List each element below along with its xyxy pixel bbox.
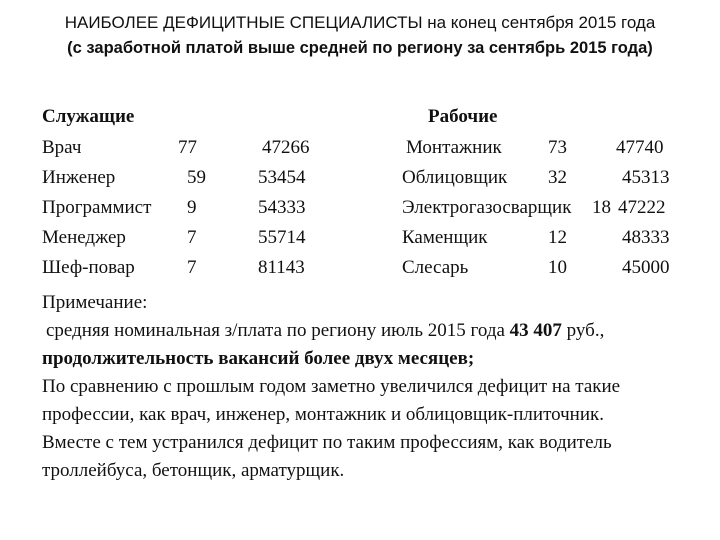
worker-salary: 47222 (618, 197, 666, 218)
employee-salary: 55714 (258, 227, 306, 248)
average-salary-suffix: руб., (561, 320, 605, 341)
worker-salary: 45000 (622, 257, 670, 278)
deficit-removed-paragraph: Вместе с тем устранился дефицит по таким профессиям, как водитель троллейбуса, бетонщик, арматурщик. (42, 432, 612, 481)
worker-count: 12 (548, 227, 567, 248)
employees-header: Служащие (42, 106, 135, 127)
employee-count: 7 (187, 257, 197, 278)
page-title: НАИБОЛЕЕ ДЕФИЦИТНЫЕ СПЕЦИАЛИСТЫ на конец сентября 2015 года (64, 13, 656, 32)
deficit-increase-paragraph: По сравнению с прошлым годом заметно увеличился дефицит на такие профессии, как врач, инженер, монтажник и облицовщик-плиточник. (42, 376, 621, 425)
worker-count: 73 (548, 137, 567, 158)
employee-name: Программист (42, 197, 152, 218)
notes-label: Примечание: (42, 292, 148, 313)
average-salary-value: 43 407 (509, 320, 562, 341)
worker-name: Монтажник (406, 137, 502, 158)
employee-count: 59 (187, 167, 206, 188)
page-subtitle: (с заработной платой выше средней по региону за сентябрь 2015 года) (67, 39, 653, 57)
employee-name: Врач (42, 137, 82, 158)
average-salary-prefix: средняя номинальная з/плата по региону июль 2015 года (46, 320, 510, 341)
employee-salary: 53454 (258, 167, 306, 188)
employee-salary: 81143 (258, 257, 305, 278)
vacancy-duration-note (42, 345, 702, 373)
worker-count: 18 (592, 197, 611, 218)
employee-count: 77 (178, 137, 197, 158)
worker-name: Электрогазосварщик (402, 197, 572, 218)
employee-count: 9 (187, 197, 197, 218)
employee-salary: 47266 (262, 137, 310, 158)
worker-name: Слесарь (402, 257, 469, 278)
worker-name: Облицовщик (402, 167, 508, 188)
worker-salary: 45313 (622, 167, 670, 188)
employee-name: Инженер (42, 167, 116, 188)
employee-name: Менеджер (42, 227, 126, 248)
average-salary-note (42, 317, 702, 345)
employee-name: Шеф-повар (42, 257, 135, 278)
workers-header: Рабочие (428, 106, 498, 127)
employee-salary: 54333 (258, 197, 306, 218)
worker-count: 32 (548, 167, 567, 188)
worker-count: 10 (548, 257, 567, 278)
worker-salary: 48333 (622, 227, 670, 248)
vacancy-duration-text: продолжительность вакансий более двух месяцев; (42, 348, 475, 369)
worker-salary: 47740 (616, 137, 664, 158)
employee-count: 7 (187, 227, 197, 248)
notes-section (42, 289, 702, 485)
worker-name: Каменщик (402, 227, 488, 248)
